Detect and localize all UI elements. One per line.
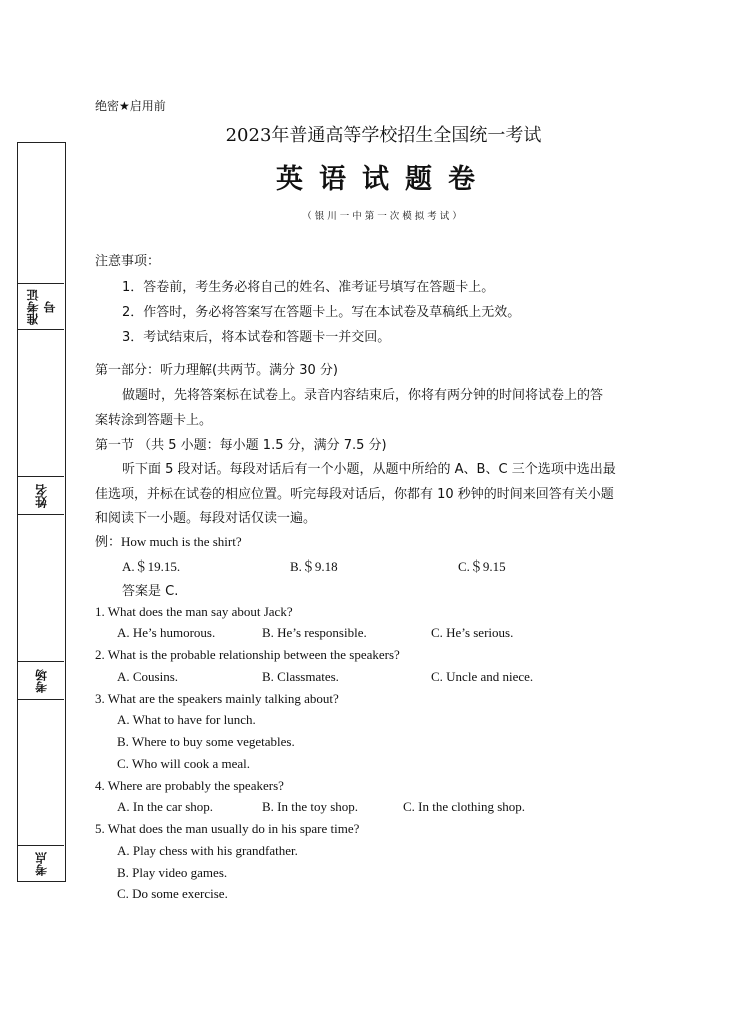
notice-item: 3．考试结束后，将本试卷和答题卡一并交回。: [122, 330, 391, 345]
example-option-a: A.＄19.15.: [122, 559, 181, 574]
subject-title: 英语试题卷: [276, 164, 491, 195]
question-stem: 4. Where are probably the speakers?: [95, 778, 284, 793]
question-option-a: A. In the car shop.: [117, 799, 214, 814]
question-option-c: C. In the clothing shop.: [403, 799, 526, 814]
question-option-b: B. Play video games.: [117, 865, 228, 880]
question-stem: 2. What is the probable relationship between the speakers?: [95, 647, 400, 662]
part1-heading: 第一部分：听力理解(共两节。满分 30 分): [95, 363, 338, 378]
question-option-b: B. Classmates.: [262, 669, 339, 684]
strip-divider: [18, 329, 64, 330]
exam-title: 2023年普通高等学校招生全国统一考试: [225, 125, 542, 146]
example-option-b: B.＄9.18: [290, 559, 338, 574]
question-option-c: C. Uncle and niece.: [431, 669, 534, 684]
strip-label-exam-room: 考场: [34, 669, 49, 693]
example-answer: 答案是 C.: [122, 584, 179, 599]
strip-label-name: 姓名: [34, 484, 49, 508]
strip-divider: [18, 699, 64, 700]
question-option-a: A. Play chess with his grandfather.: [117, 843, 298, 858]
question-option-a: A. He’s humorous.: [117, 625, 216, 640]
section1-instruction: 佳选项，并标在试卷的相应位置。听完每段对话后，你都有 10 秒钟的时间来回答有关小题: [95, 487, 614, 502]
example-question: 例：How much is the shirt?: [95, 534, 242, 549]
section1-instruction: 听下面 5 段对话。每段对话后有一个小题，从题中所给的 A、B、C 三个选项中选出最: [122, 462, 616, 477]
question-option-b: B. He’s responsible.: [262, 625, 367, 640]
example-option-c: C.＄9.15: [458, 559, 506, 574]
strip-label-exam-site: 考点: [34, 852, 49, 876]
part1-instruction: 做题时，先将答案标在试卷上。录音内容结束后，你将有两分钟的时间将试卷上的答: [122, 388, 604, 403]
section1-heading: 第一节 （共 5 小题：每小题 1.5 分，满分 7.5 分): [95, 438, 387, 453]
question-stem: 1. What does the man say about Jack?: [95, 604, 293, 619]
question-option-a: A. What to have for lunch.: [117, 712, 256, 727]
question-option-c: C. He’s serious.: [431, 625, 514, 640]
secret-mark: 绝密★启用前: [95, 99, 166, 113]
part1-instruction: 案转涂到答题卡上。: [95, 413, 213, 428]
question-option-a: A. Cousins.: [117, 669, 179, 684]
notice-item: 2．作答时，务必将答案写在答题卡上。写在本试卷及草稿纸上无效。: [122, 305, 521, 320]
question-option-b: B. In the toy shop.: [262, 799, 359, 814]
question-stem: 3. What are the speakers mainly talking about?: [95, 691, 339, 706]
question-option-c: C. Who will cook a meal.: [117, 756, 250, 771]
strip-divider: [18, 661, 64, 662]
notice-item: 1．答卷前，考生务必将自己的姓名、准考证号填写在答题卡上。: [122, 280, 495, 295]
strip-divider: [18, 845, 64, 846]
notice-heading: 注意事项：: [95, 254, 161, 269]
exam-subtitle: （银川一中第一次模拟考试）: [302, 211, 465, 222]
binding-strip: [17, 142, 66, 882]
question-stem: 5. What does the man usually do in his spare time?: [95, 821, 360, 836]
question-option-c: C. Do some exercise.: [117, 886, 228, 901]
strip-divider: [18, 283, 64, 284]
question-option-b: B. Where to buy some vegetables.: [117, 734, 295, 749]
strip-label-admission-number: 准考证号: [26, 289, 57, 325]
strip-divider: [18, 514, 64, 515]
strip-divider: [18, 476, 64, 477]
section1-instruction: 和阅读下一小题。每段对话仅读一遍。: [95, 511, 317, 526]
